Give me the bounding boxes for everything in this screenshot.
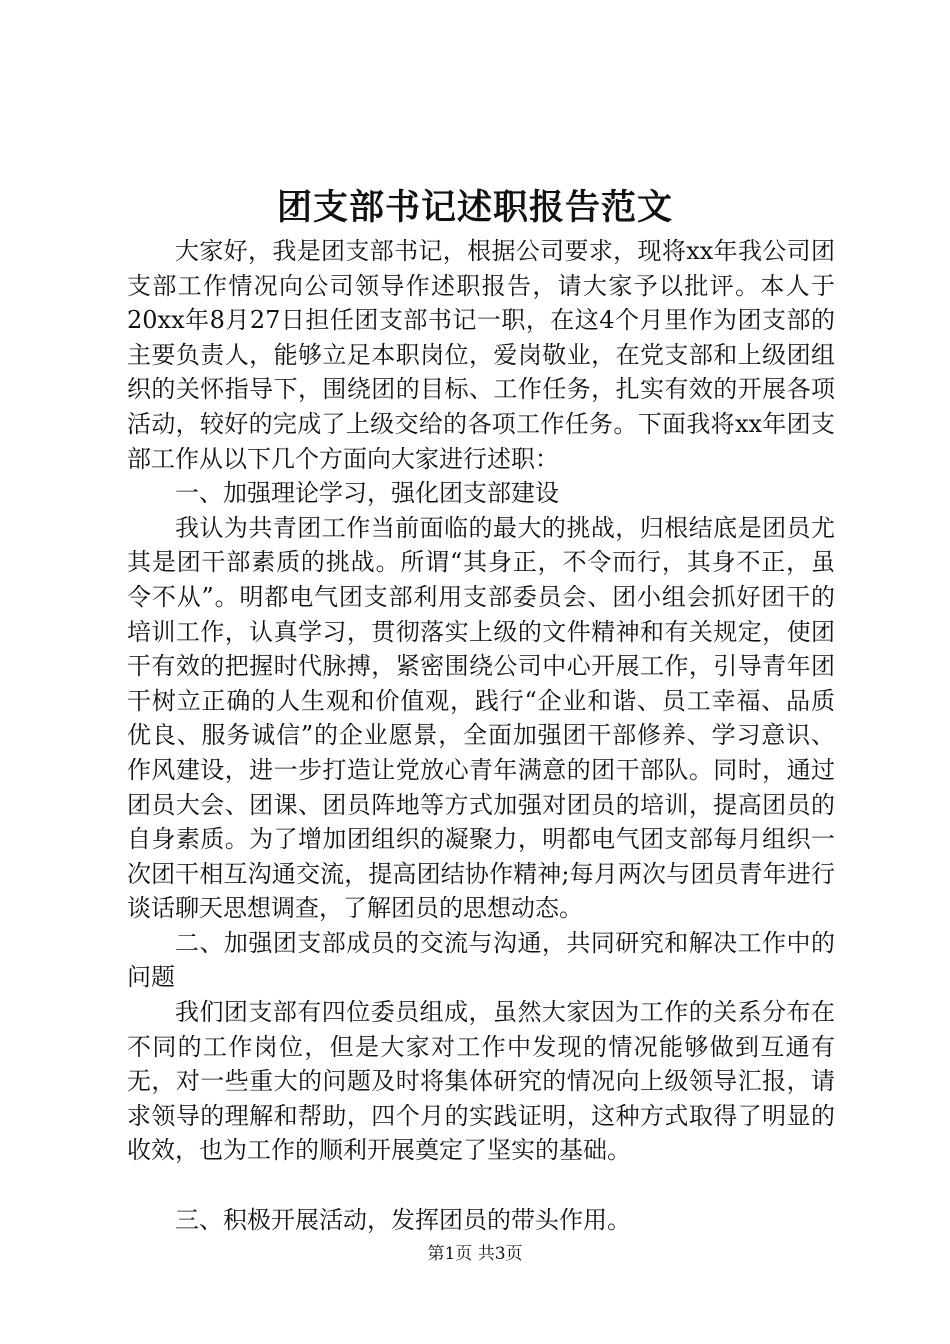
paragraph-intro: 大家好，我是团支部书记，根据公司要求，现将xx年我公司团支部工作情况向公司领导作述职报告，请大家予以批评。本人于20xx年8月27日担任团支部书记一职，在这4个月里作为团支部的主要负责人，能够立足本职岗位，爱岗敬业，在党支部和上级团组织的关怀指导下，围绕团的目标、工作任务，扎实有效的开展各项活动，较好的完成了上级交给的各项工作任务。下面我将xx年团支部工作从以下几个方面向大家进行述职： xyxy=(127,237,835,473)
page-number-footer: 第1页 共3页 xyxy=(427,1244,523,1264)
document-body xyxy=(127,234,835,1237)
section-heading-1: 一、加强理论学习，强化团支部建设 xyxy=(175,479,559,508)
paragraph-section-1: 我认为共青团工作当前面临的最大的挑战，归根结底是团员尤其是团干部素质的挑战。所谓“其身正，不令而行，其身不正，虽令不从”。明都电气团支部利用支部委员会、团小组会抓好团干的培训工作，认真学习，贯彻落实上级的文件精神和有关规定，使团干有效的把握时代脉搏，紧密围绕公司中心开展工作，引导青年团干树立正确的人生观和价值观，践行“企业和谐、员工幸福、品质优良、服务诚信”的企业愿景，全面加强团干部修养、学习意识、作风建设，进一步打造让党放心青年满意的团干部队。同时，通过团员大会、团课、团员阵地等方式加强对团员的培训，提高团员的自身素质。为了增加团组织的凝聚力，明都电气团支部每月组织一次团干相互沟通交流，提高团结协作精神;每月两次与团员青年进行谈话聊天思想调查，了解团员的思想动态。 xyxy=(127,513,835,923)
section-heading-3: 三、积极开展活动，发挥团员的带头作用。 xyxy=(175,1205,631,1234)
section-heading-2: 二、加强团支部成员的交流与沟通，共同研究和解决工作中的问题 xyxy=(127,928,835,992)
document-title: 团支部书记述职报告范文 xyxy=(276,187,673,228)
paragraph-section-2: 我们团支部有四位委员组成，虽然大家因为工作的关系分布在不同的工作岗位，但是大家对工作中发现的情况能够做到互通有无，对一些重大的问题及时将集体研究的情况向上级领导汇报，请求领导的理解和帮助，四个月的实践证明，这种方式取得了明显的收效，也为工作的顺利开展奠定了坚实的基础。 xyxy=(127,998,835,1165)
